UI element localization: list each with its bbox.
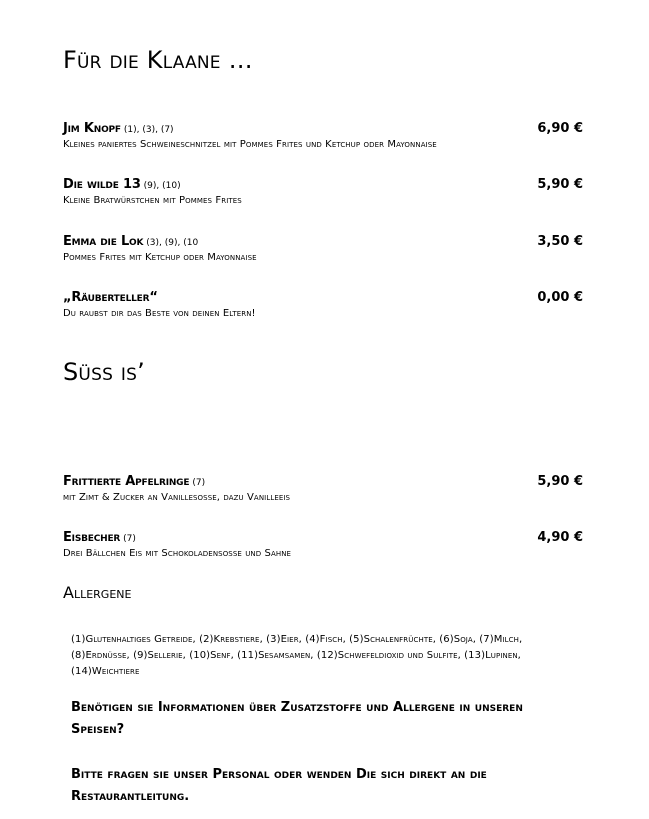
item-name: Die wilde 13 — [63, 177, 141, 192]
item-name: Jim Knopf — [63, 121, 121, 136]
menu-item-raeuberteller — [63, 286, 583, 319]
item-name: „Räuberteller“ — [63, 290, 158, 305]
item-allergens: (7) — [192, 478, 206, 488]
item-description: Kleine Bratwürstchen mit Pommes Frites — [63, 195, 242, 206]
item-heading — [63, 286, 158, 305]
menu-item-frittierte-apfelringe — [63, 470, 583, 503]
allergen-title: Allergene — [63, 583, 132, 602]
item-allergens: (7) — [123, 534, 136, 544]
item-heading — [63, 526, 136, 545]
menu-item-emma-die-lok — [63, 230, 583, 263]
item-price: 6,90 € — [537, 121, 583, 136]
item-name: Frittierte Apfelringe — [63, 474, 190, 489]
item-price: 5,90 € — [537, 474, 583, 489]
item-name: Emma die Lok — [63, 234, 144, 249]
item-allergens: (9), (10) — [143, 181, 181, 191]
menu-item-die-wilde-13 — [63, 173, 583, 206]
kids-section-title: Für die Klaane … — [63, 46, 253, 74]
item-description: mit Zimt & Zucker an Vanillesosse, dazu Vanilleeis — [63, 492, 291, 503]
item-description: Du raubst dir das Beste von deinen Eltern! — [63, 308, 256, 319]
menu-item-jim-knopf — [63, 117, 583, 150]
item-heading — [63, 117, 174, 136]
info-request: Bitte fragen sie unser Personal oder wenden Die sich direkt an die Restaurantleitung. — [71, 767, 487, 804]
menu-item-eisbecher — [63, 526, 583, 559]
allergen-list: (1)Glutenhaltiges Getreide, (2)Krebstiere, (3)Eier, (4)Fisch, (5)Schalenfrüchte, (6)Soja, (7)Milch, (8)Erdnüsse, (9)Sellerie, (10)Senf, (11)Sesamsamen, (12)Schwefeldioxid und Sulfite, (13)Lupinen, (14)Weichtiere — [71, 634, 523, 677]
item-heading — [63, 470, 205, 489]
item-heading — [63, 230, 198, 249]
item-price: 3,50 € — [537, 234, 583, 249]
info-question: Benötigen sie Informationen über Zusatzstoffe und Allergene in unseren Speisen? — [71, 700, 523, 737]
item-price: 0,00 € — [537, 290, 583, 305]
item-description: Pommes Frites mit Ketchup oder Mayonnaise — [63, 252, 257, 263]
item-description: Kleines paniertes Schweineschnitzel mit Pommes Frites und Ketchup oder Mayonnaise — [63, 139, 437, 150]
item-description: Drei Bällchen Eis mit Schokoladensosse und Sahne — [63, 548, 292, 559]
item-price: 4,90 € — [537, 530, 583, 545]
item-heading — [63, 173, 181, 192]
item-allergens: (3), (9), (10 — [146, 238, 199, 248]
item-allergens: (1), (3), (7) — [123, 125, 174, 135]
dessert-section-title: Süss is’ — [63, 358, 145, 386]
item-name: Eisbecher — [63, 530, 121, 545]
item-price: 5,90 € — [537, 177, 583, 192]
